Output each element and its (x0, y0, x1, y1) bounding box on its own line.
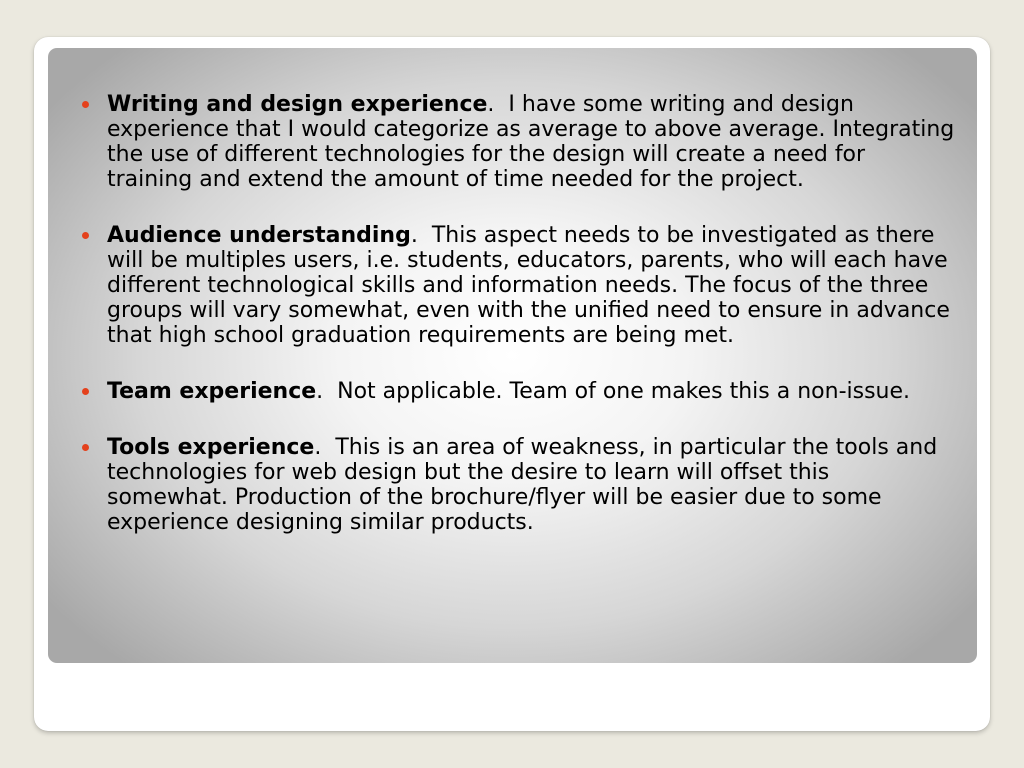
content-panel (48, 48, 977, 663)
bullet-dot-icon (82, 388, 89, 395)
bullet-punct: . (410, 223, 432, 248)
bullet-text: This aspect needs to be investigated as there will be multiples users, i.e. students, educators, parents, who will each have different technological skills and information needs. The focus of the three groups will vary somewhat, even with the unified need to ensure in advance that high school graduation requirements are being met. (107, 223, 950, 348)
bullet-term: Tools experience (107, 435, 315, 460)
bullet-text: This is an area of weakness, in particular the tools and technologies for web design but the desire to learn will offset this somewhat. Production of the brochure/flyer will be easier due to some experience designing similar products. (107, 435, 938, 535)
bullet-term: Team experience (107, 379, 317, 404)
bullet-list (48, 92, 957, 566)
bullet-punct: . (316, 379, 338, 404)
bullet-text: Not applicable. Team of one makes this a non-issue. (337, 379, 911, 404)
bullet-audience (48, 223, 957, 348)
bullet-writing-design (48, 92, 957, 192)
bullet-punct: . (487, 92, 509, 117)
bullet-dot-icon (82, 232, 89, 239)
bullet-dot-icon (82, 101, 89, 108)
bullet-text: I have some writing and design experience that I would categorize as average to above average. Integrating the use of different technologies for the design will create a need for training and extend the amount of time needed for the project. (107, 92, 955, 192)
bullet-punct: . (314, 435, 336, 460)
bullet-tools (48, 435, 957, 535)
bullet-team (48, 379, 957, 404)
bullet-dot-icon (82, 444, 89, 451)
bullet-term: Audience understanding (107, 223, 411, 248)
bullet-term: Writing and design experience (107, 92, 488, 117)
